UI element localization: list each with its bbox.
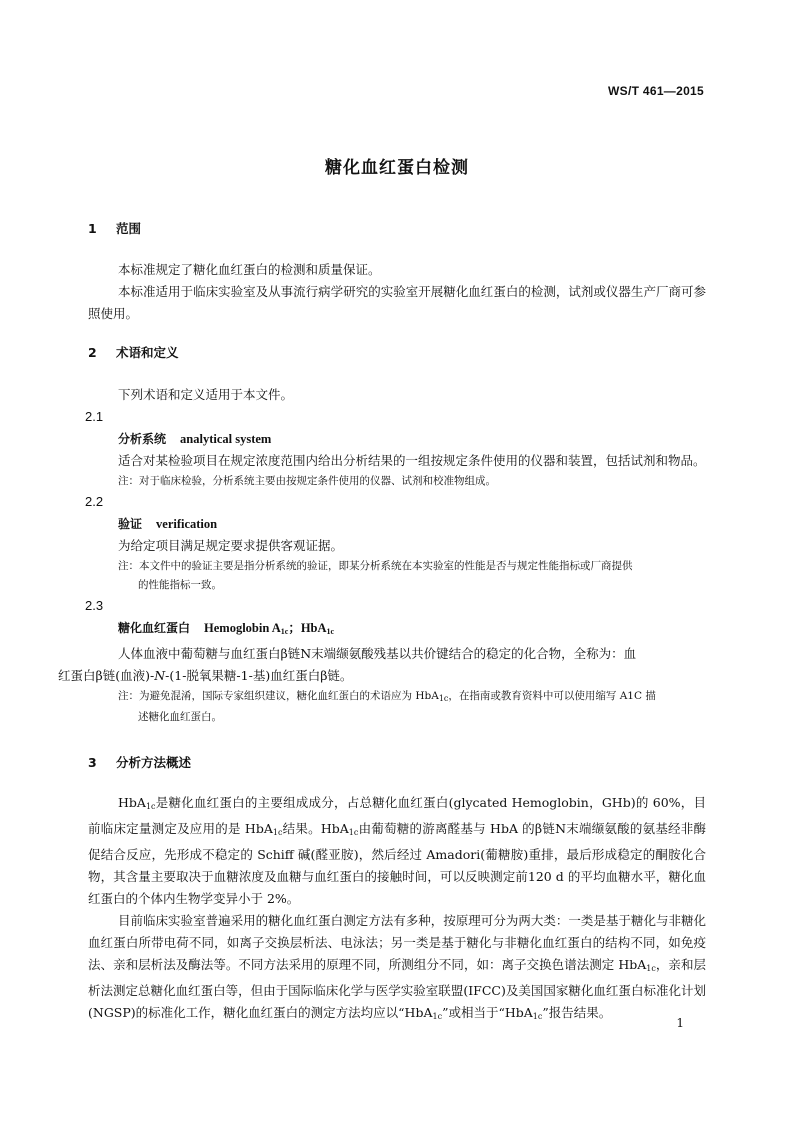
term-cn: 分析系统 <box>118 432 167 446</box>
note-label: 注： <box>118 560 139 572</box>
note-text: 本文件中的验证主要是指分析系统的验证，即某分析系统在本实验室的性能是否与规定性能指标或厂商提供 <box>139 560 633 572</box>
term-note <box>88 472 706 491</box>
section-1-heading <box>88 218 706 240</box>
page-number: 1 <box>676 1016 684 1030</box>
section-3-body <box>88 792 706 1028</box>
term-entry <box>88 617 706 643</box>
section-title: 术语和定义 <box>116 345 179 360</box>
paragraph: 目前临床实验室普遍采用的糖化血红蛋白测定方法有多种，按原理可分为两大类：一类是基于糖化与非糖化血红蛋白所带电荷不同，如离子交换层析法、电泳法；另一类是基于糖化与非糖化血红蛋白的结构不同，如免疫法、亲和层析法及酶法等。不同方法采用的原理不同，所测组分不同，如：离子交换色谱法测定 HbA$_{1c}$，亲和层析法测定总糖化血红蛋白等，但由于国际临床化学与医学实验室联盟(IFCC)及美国国家糖化血红蛋白标准化计划(NGSP)的标准化工作，糖化血红蛋白的测定方法均应以“HbA$_{1c}$”或相当于“HbA$_{1c}$”报告结果。 <box>88 913 706 1021</box>
term-number: 2.3 <box>85 598 104 613</box>
paragraph: 下列术语和定义适用于本文件。 <box>118 387 294 402</box>
section-3-heading <box>88 752 706 774</box>
term-note <box>88 557 706 595</box>
term-definition: 人体血液中葡萄糖与血红蛋白β链N末端缬氨酸残基以共价键结合的稳定的化合物，全称为：血 红蛋白β链(血液)-N-(1-脱氧果糖-1-基)血红蛋白β链。 <box>58 646 637 683</box>
note-text-continued: 的性能指标一致。 <box>138 579 222 591</box>
term-number: 2.1 <box>85 409 104 424</box>
term-cn: 糖化血红蛋白 <box>118 621 191 635</box>
section-title: 范围 <box>116 221 142 236</box>
section-3 <box>88 752 706 774</box>
term-definition: 适合对某检验项目在规定浓度范围内给出分析结果的一组按规定条件使用的仪器和装置，包括试剂和物品。 <box>118 453 706 468</box>
note-text: 为避免混淆，国际专家组织建议，糖化血红蛋白的术语应为 HbA$_{1c}$，在指南或教育资料中可以使用缩写 A1C 描 <box>139 690 656 703</box>
section-number: 1 <box>88 221 97 236</box>
note-text-continued: 述糖化血红蛋白。 <box>138 711 222 723</box>
term-en: analytical system <box>180 432 272 446</box>
term-entry <box>88 428 706 450</box>
page-title: 糖化血红蛋白检测 <box>325 158 469 178</box>
section-number: 2 <box>88 345 97 360</box>
term-cn: 验证 <box>118 517 143 531</box>
term-definition: 为给定项目满足规定要求提供客观证据。 <box>118 538 344 553</box>
note-label: 注： <box>118 475 139 487</box>
term-note <box>88 687 706 727</box>
paragraph: HbA$_{1c}$是糖化血红蛋白的主要组成成分，占总糖化血红蛋白(glycated Hemoglobin，GHb)的 60%，目前临床定量测定及应用的是 HbA$_{1c}$结果。HbA$_{1c}$由葡萄糖的游离醛基与 HbA 的β链N末端缬氨酸的氨基经非酶促结合反应，先形成不稳定的 Schiff 碱(醛亚胺)，然后经过 Amadori(葡糖胺)重排，最后形成稳定的酮胺化合物，其含量主要取决于血糖浓度及血糖与血红蛋白的接触时间，可以反映测定前120 d 的平均血糖水平，糖化血红蛋白的个体内生物学变异小于 2%。 <box>88 795 707 906</box>
section-number: 3 <box>88 755 97 770</box>
section-2-heading <box>88 342 706 364</box>
section-2 <box>88 342 706 364</box>
paragraph: 本标准规定了糖化血红蛋白的检测和质量保证。 <box>118 262 381 277</box>
paragraph: 本标准适用于临床实验室及从事流行病学研究的实验室开展糖化血红蛋白的检测，试剂或仪器生产厂商可参照使用。 <box>88 284 706 321</box>
term-number: 2.2 <box>85 494 104 509</box>
section-2-body <box>58 384 706 727</box>
section-title: 分析方法概述 <box>116 755 192 770</box>
note-label: 注： <box>118 690 139 702</box>
term-en: Hemoglobin $A_{1c}$；HbA$_{1c}$ <box>204 621 335 636</box>
term-en: verification <box>156 517 218 531</box>
section-1-body <box>88 259 706 325</box>
note-text: 对于临床检验，分析系统主要由按规定条件使用的仪器、试剂和校准物组成。 <box>139 475 496 487</box>
term-entry <box>88 513 706 535</box>
standard-code: WS/T 461—2015 <box>608 84 704 98</box>
section-1 <box>88 218 706 240</box>
